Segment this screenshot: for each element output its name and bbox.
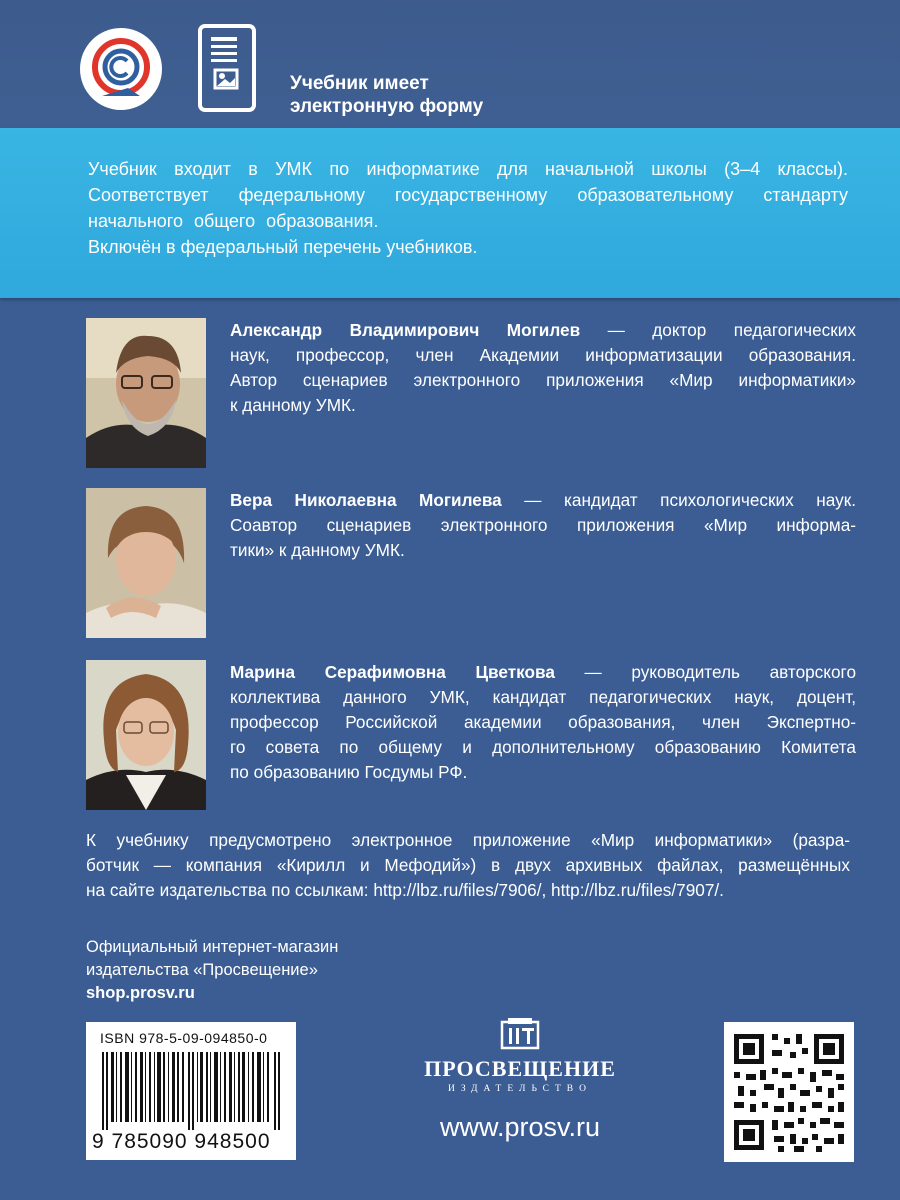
publisher-block [410, 1016, 630, 1143]
author-name: Вера Николаевна Могилева [230, 490, 502, 510]
ebook-document-icon [202, 28, 252, 108]
banner-line: Соответствует федеральному государственному образовательному стандарту [88, 185, 848, 205]
author-name: Александр Владимирович Могилев [230, 320, 581, 340]
author-portrait-image [86, 660, 206, 810]
online-shop-info [86, 936, 406, 1005]
publisher-name: ПРОСВЕЩЕНИЕ [424, 1056, 616, 1081]
shop-url-link[interactable]: shop.prosv.ru [86, 984, 195, 1002]
app-note-line: на сайте издательства по ссылкам: http://lbz.ru/files/7906/, http://lbz.ru/files/7907/. [86, 880, 724, 900]
author-bio [230, 488, 856, 563]
banner-line: начального общего образования. [88, 211, 379, 231]
author-bio-line: — руководитель авторского [554, 662, 856, 682]
publisher-subtitle: ИЗДАТЕЛЬСТВО [447, 1084, 593, 1094]
banner-line: Включён в федеральный перечень учебников. [88, 237, 478, 257]
eform-line-1: Учебник имеет [290, 73, 429, 94]
author-bio-line: коллектива данного УМК, кандидат педагогических наук, доцент, [230, 687, 856, 707]
author-name: Марина Серафимовна Цветкова [230, 662, 555, 682]
author-bio-line: — доктор педагогических [580, 320, 856, 340]
fgos-logo [80, 28, 162, 110]
author-bio-line: профессор Российской академии образования, член Экспертно- [230, 712, 856, 732]
author-bio-line: Автор сценариев электронного приложения «Мир информатики» [230, 370, 856, 390]
qr-code [724, 1022, 854, 1162]
author-photo [86, 488, 206, 638]
author-photo [86, 660, 206, 810]
author-bio-line: тики» к данному УМК. [230, 540, 405, 560]
isbn-barcode-block [86, 1022, 296, 1160]
eform-line-2: электронную форму [290, 96, 484, 117]
author-portrait-image [86, 318, 206, 468]
author-bio-line: Соавтор сценариев электронного приложения «Мир информа- [230, 515, 856, 535]
tablet-icon [198, 24, 256, 112]
shop-line-2: издательства «Просвещение» [86, 961, 318, 979]
author-bio-line: к данному УМК. [230, 395, 356, 415]
author-bio [230, 318, 856, 418]
publisher-url-link[interactable]: www.prosv.ru [439, 1112, 601, 1142]
author-bio-line: по образованию Госдумы РФ. [230, 762, 468, 782]
barcode-digits: 9 785090 948500 [92, 1130, 271, 1153]
barcode-icon [100, 1052, 284, 1130]
author-portrait-image [86, 488, 206, 638]
author-bio-line: наук, профессор, член Академии информатизации образования. [230, 345, 856, 365]
publisher-logo-icon [500, 1016, 540, 1050]
shop-line-1: Официальный интернет-магазин [86, 938, 339, 956]
author-bio [230, 660, 856, 785]
info-banner-text [88, 156, 848, 260]
isbn-label: ISBN 978-5-09-094850-0 [100, 1030, 268, 1046]
author-bio-line: — кандидат психологических наук. [501, 490, 856, 510]
app-note-line: К учебнику предусмотрено электронное приложение «Мир информатики» (разра- [86, 830, 850, 850]
author-bio-line: го совета по общему и дополнительному образованию Комитета [230, 737, 856, 757]
app-note-line: ботчик — компания «Кирилл и Мефодий») в двух архивных файлах, размещённых [86, 855, 850, 875]
author-photo [86, 318, 206, 468]
electronic-form-notice [290, 72, 570, 118]
qr-code-icon [724, 1022, 854, 1162]
electronic-app-note [86, 828, 850, 903]
fgos-emblem-icon [80, 28, 162, 110]
banner-line: Учебник входит в УМК по информатике для начальной школы (3–4 классы). [88, 159, 848, 179]
